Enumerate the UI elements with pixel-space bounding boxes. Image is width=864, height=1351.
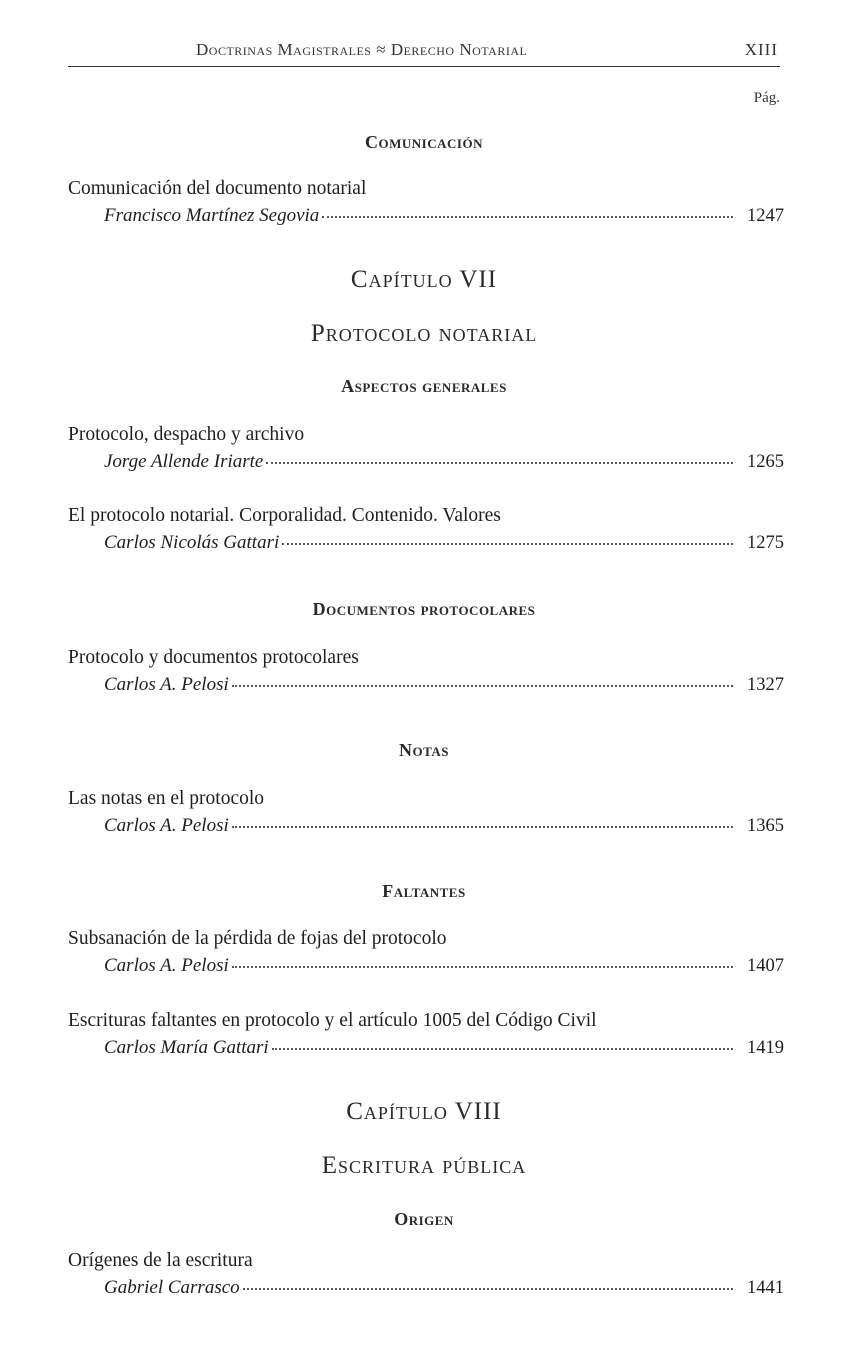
section-heading-faltantes: Faltantes <box>382 881 466 901</box>
section-heading-aspectos: Aspectos generales <box>341 376 507 396</box>
dot-leader <box>232 680 733 687</box>
entry-author: Carlos A. Pelosi <box>104 674 229 695</box>
entry-title: Orígenes de la escritura <box>68 1250 253 1271</box>
running-header <box>68 38 780 67</box>
dot-leader <box>232 961 733 968</box>
section-heading-origen: Origen <box>394 1209 454 1229</box>
entry-page: 1327 <box>747 675 784 695</box>
dot-leader <box>322 211 733 218</box>
entry-page: 1365 <box>747 816 784 836</box>
dot-leader <box>282 538 733 545</box>
dot-leader <box>272 1043 733 1050</box>
section-heading-comunicacion: Comunicación <box>365 132 483 152</box>
entry-page: 1275 <box>747 533 784 553</box>
entry-author: Gabriel Carrasco <box>104 1277 240 1298</box>
entry-title: Escrituras faltantes en protocolo y el artículo 1005 del Código Civil <box>68 1010 597 1031</box>
toc-entry <box>68 1250 784 1310</box>
entry-title: Protocolo, despacho y archivo <box>68 424 305 445</box>
entry-title: Protocolo y documentos protocolares <box>68 647 359 668</box>
entry-title: El protocolo notarial. Corporalidad. Contenido. Valores <box>68 505 501 526</box>
toc-entry <box>68 788 784 848</box>
entry-author: Francisco Martínez Segovia <box>104 205 320 226</box>
section-heading-notas: Notas <box>399 740 449 760</box>
dot-leader <box>266 457 733 464</box>
dot-leader <box>232 821 733 828</box>
entry-page: 1407 <box>747 956 784 976</box>
entry-title: Subsanación de la pérdida de fojas del protocolo <box>68 928 447 949</box>
entry-page: 1265 <box>747 452 784 472</box>
entry-page: 1441 <box>747 1278 784 1298</box>
toc-entry <box>68 178 784 238</box>
entry-author: Carlos A. Pelosi <box>104 815 229 836</box>
section-heading-documentos: Documentos protocolares <box>312 599 536 619</box>
entry-title: Comunicación del documento notarial <box>68 178 367 199</box>
page-column-label: Pág. <box>753 90 780 106</box>
header-page-number: XIII <box>744 40 778 59</box>
chapter-title-viii: Escritura pública <box>321 1152 527 1179</box>
header-title: Doctrinas Magistrales ≈ Derecho Notarial <box>196 40 528 59</box>
chapter-label-vii: Capítulo VII <box>350 266 498 293</box>
entry-author: Carlos A. Pelosi <box>104 955 229 976</box>
entry-page: 1419 <box>747 1038 784 1058</box>
entry-author: Carlos María Gattari <box>104 1037 269 1058</box>
toc-entry <box>68 424 784 484</box>
toc-entry <box>68 647 784 707</box>
toc-entry <box>68 1010 784 1070</box>
dot-leader <box>243 1283 733 1290</box>
entry-author: Jorge Allende Iriarte <box>104 451 264 472</box>
entry-page: 1247 <box>747 206 784 226</box>
toc-entry <box>68 505 784 565</box>
chapter-label-viii: Capítulo VIII <box>346 1098 502 1125</box>
toc-entry <box>68 928 784 988</box>
chapter-title-vii: Protocolo notarial <box>310 320 538 347</box>
entry-title: Las notas en el protocolo <box>68 788 265 809</box>
entry-author: Carlos Nicolás Gattari <box>104 532 280 553</box>
